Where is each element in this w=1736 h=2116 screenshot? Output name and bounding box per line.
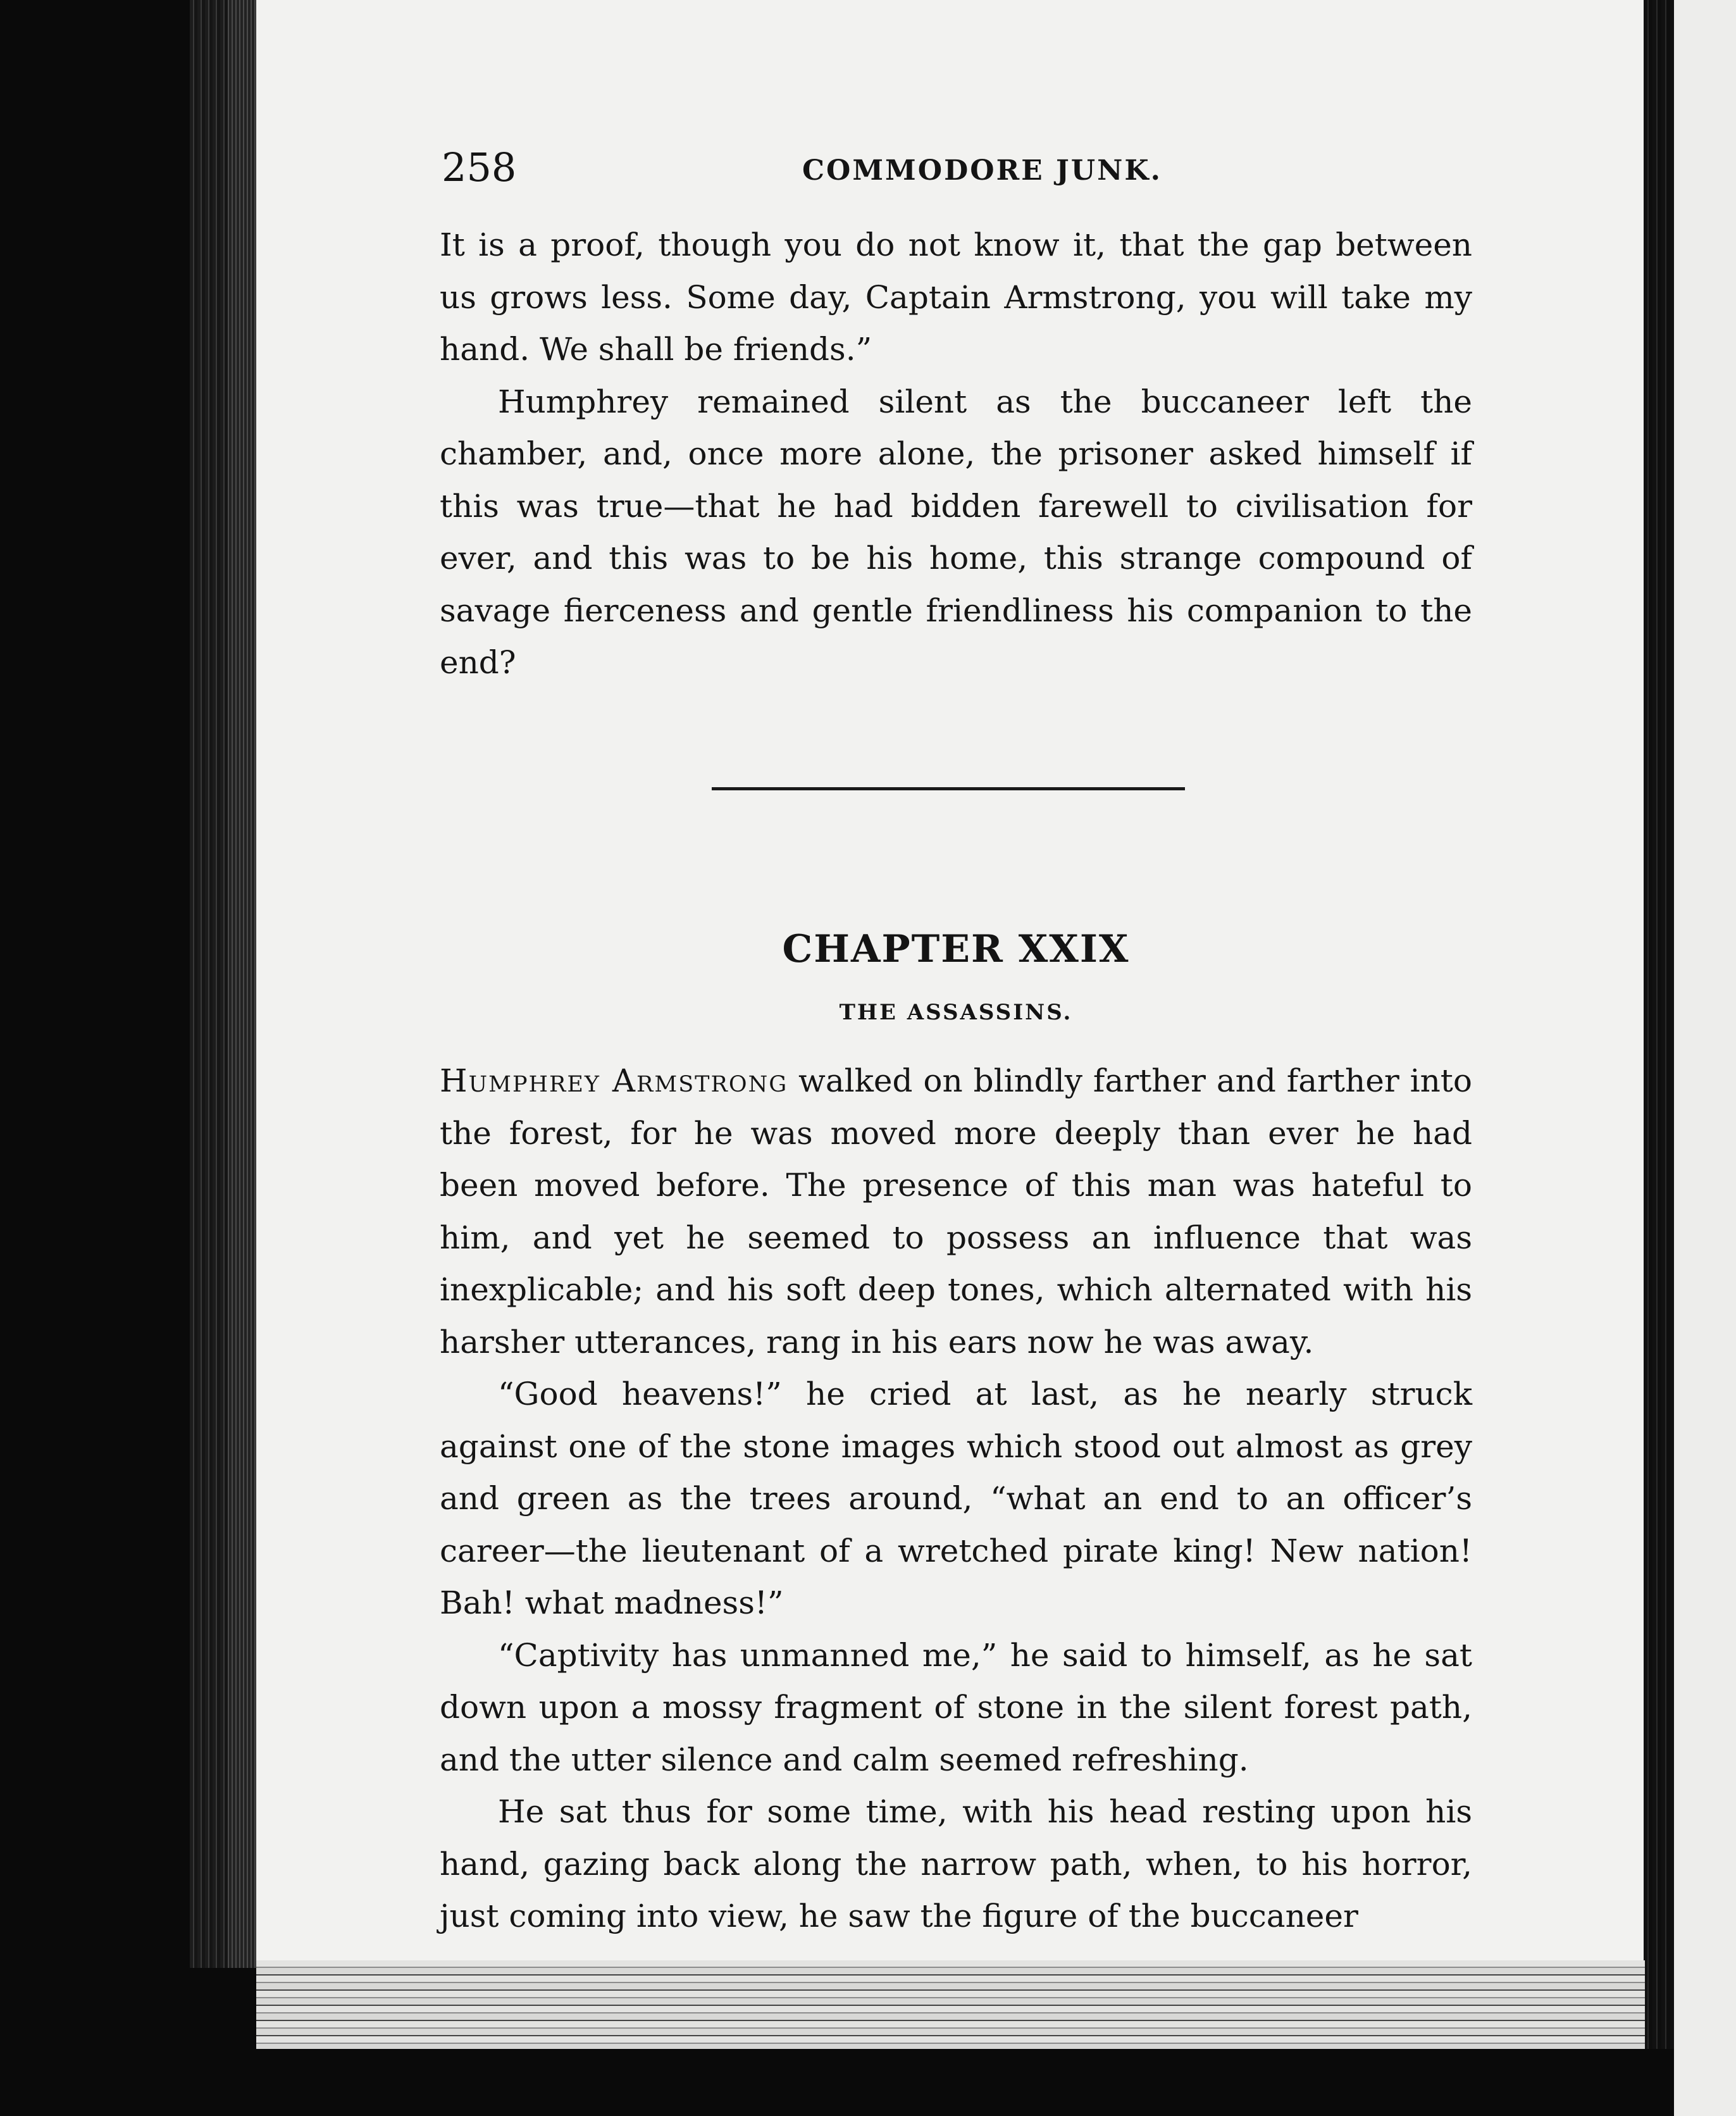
paragraph [440,1055,1472,1368]
continuation-text [440,219,1472,689]
scan-background-bottom [190,2049,1674,2116]
chapter-title: CHAPTER XXIX [782,927,1130,971]
page-number: 258 [442,144,517,190]
book-left-page-stack [228,0,256,1968]
paragraph: He sat thus for some time, with his head resting upon his hand, gazing back along the narrow path, when, to his horror, just coming into view, he saw the figure of the buccaneer [440,1793,1472,1934]
opening-words: Humphrey Armstrong [440,1062,788,1099]
chapter-subtitle: THE ASSASSINS. [839,1000,1073,1025]
running-head [442,139,1466,196]
section-divider-rule [712,787,1185,790]
book-spine-edge [1644,0,1674,2116]
book-bottom-page-edges [256,1960,1645,2049]
running-title: COMMODORE JUNK. [802,154,1162,187]
paragraph: “Good heavens!” he cried at last, as he nearly struck against one of the stone images which stood out almost as grey and green as the trees around, “what an end to an officer’s career—the lieutenant of a wretched pirate king! New nation! Bah! what madness!” [440,1376,1472,1621]
paragraph: “Captivity has unmanned me,” he said to himself, as he sat down upon a mossy fragment of stone in the silent forest path, and the utter silence and calm seemed refreshing. [440,1636,1472,1778]
paragraph-body: walked on blindly farther and farther into the forest, for he was moved more deeply than ever he had been moved before. The presence of this man was hateful to him, and yet he seemed to possess an influence that was inexplicable; and his soft deep tones, which alternated with his harsher utterances, rang in his ears now he was away. [440,1062,1472,1360]
paragraph: Humphrey remained silent as the buccaneer left the chamber, and, once more alone, the prisoner asked himself if this was true—that he had bidden farewell to civilisation for ever, and this was to be his home, this strange compound of savage fierceness and gentle friendliness his companion to the end? [440,383,1472,681]
chapter-text [440,1055,1472,1943]
paragraph: It is a proof, though you do not know it, that the gap between us grows less. Some day, Captain Armstrong, you will take my hand. We shall be friends.” [440,227,1472,368]
facing-page-sliver [1674,0,1736,2116]
